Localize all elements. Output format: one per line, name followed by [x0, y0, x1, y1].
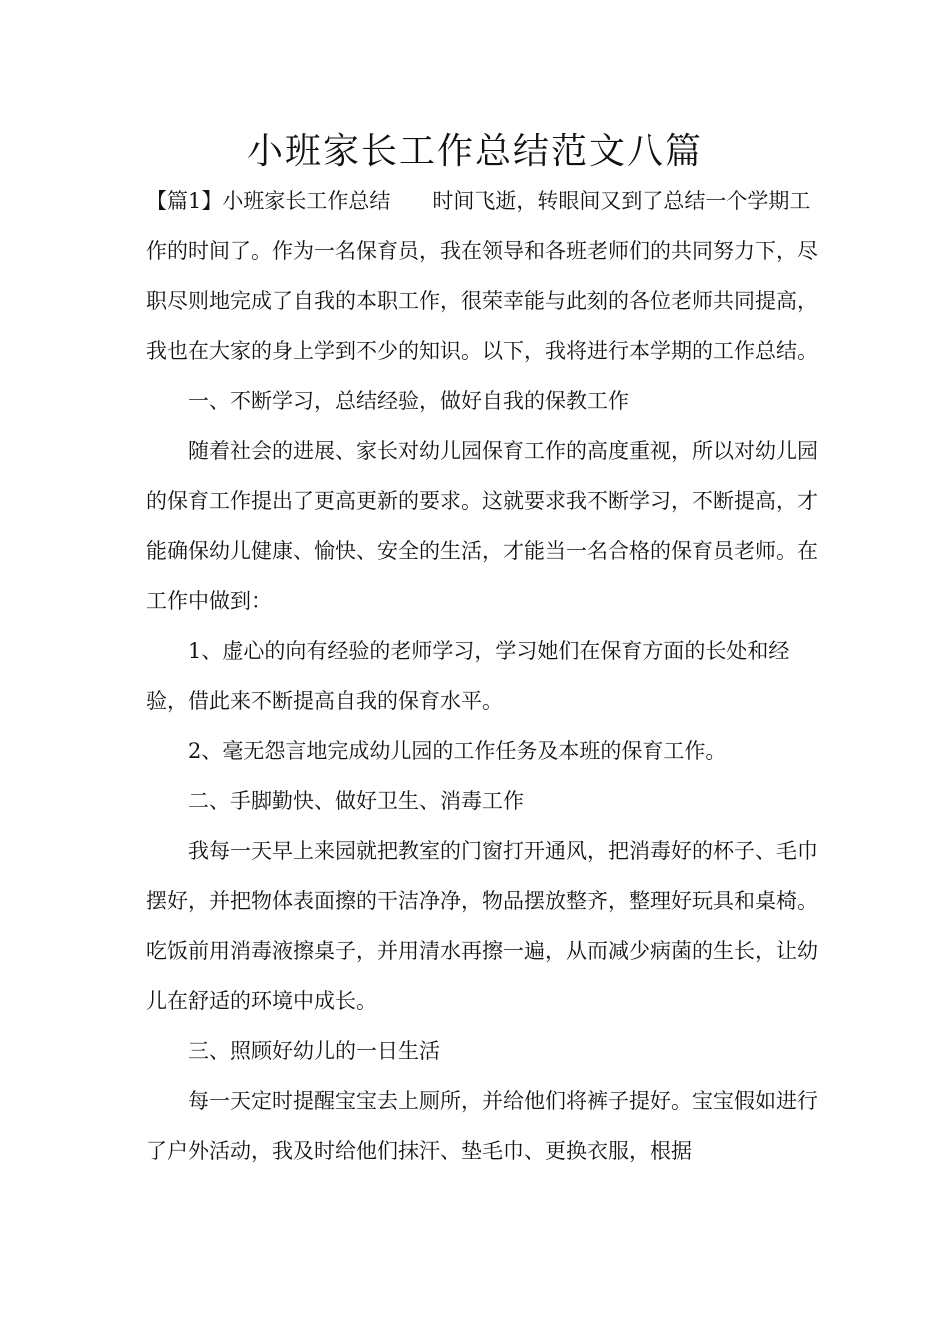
- paragraph-7: 我每一天早上来园就把教室的门窗打开通风，把消毒好的杯子、毛巾摆好，并把物体表面擦的干洁净净，物品摆放整齐，整理好玩具和桌椅。吃饭前用消毒液擦桌子，并用清水再擦一遍，从而减少病菌的生长，让幼儿在舒适的环境中成长。: [146, 839, 818, 1013]
- paragraph-1: 【篇1】小班家长工作总结 时间飞逝，转眼间又到了总结一个学期工作的时间了。作为一名保育员，我在领导和各班老师们的共同努力下，尽职尽则地完成了自我的本职工作，很荣幸能与此刻的各位老师共同提高，我也在大家的身上学到不少的知识。以下，我将进行本学期的工作总结。: [146, 189, 818, 363]
- paragraph-8: 三、照顾好幼儿的一日生活: [188, 1039, 440, 1063]
- document-title: 小班家长工作总结范文八篇: [246, 131, 703, 172]
- paragraph-9: 每一天定时提醒宝宝去上厕所，并给他们将裤子提好。宝宝假如进行了户外活动，我及时给他们抹汗、垫毛巾、更换衣服，根据: [146, 1089, 818, 1163]
- paragraph-2: 一、不断学习，总结经验，做好自我的保教工作: [188, 389, 629, 413]
- paragraph-5: 2、毫无怨言地完成幼儿园的工作任务及本班的保育工作。: [188, 739, 727, 763]
- document-body: [146, 176, 820, 1176]
- paragraph-3: 随着社会的进展、家长对幼儿园保育工作的高度重视，所以对幼儿园的保育工作提出了更高更新的要求。这就要求我不断学习，不断提高，才能确保幼儿健康、愉快、安全的生活，才能当一名合格的保育员老师。在工作中做到：: [146, 439, 818, 613]
- paragraph-6: 二、手脚勤快、做好卫生、消毒工作: [188, 789, 524, 813]
- paragraph-4: 1、虚心的向有经验的老师学习，学习她们在保育方面的长处和经验，借此来不断提高自我的保育水平。: [146, 639, 790, 713]
